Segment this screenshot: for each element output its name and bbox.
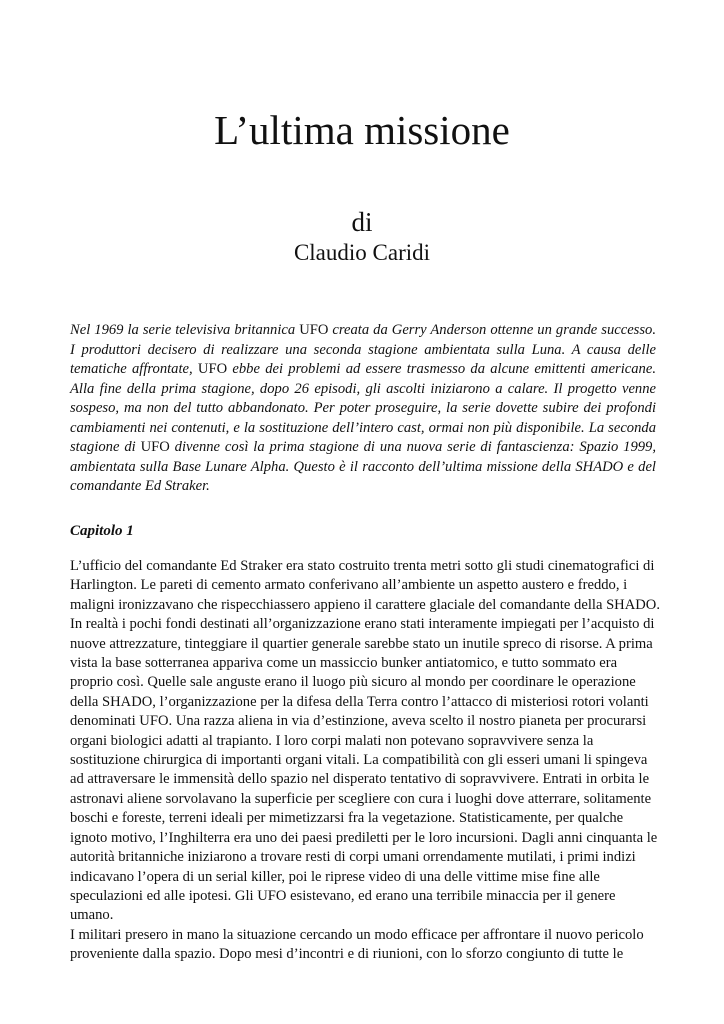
abstract-paragraph — [70, 321, 656, 497]
abstract-series-title: UFO — [197, 361, 228, 377]
abstract-text: ebbe dei problemi ad essere trasmesso da alcune emittenti americane. Alla fine della prima stagione, dopo 26 episodi, gli ascolti iniziarono a calare. Il progetto venne sospeso, ma non del tutto abbandonato. Per poter proseguire, la serie dovette subire dei profondi cambiamenti nei contenuti, e la sostituzione dell’intero cast, ormai non più disponibile. La seconda stagione di — [70, 361, 656, 455]
document-title: L’ultima missione — [214, 107, 510, 153]
author-name: Claudio Caridi — [293, 240, 431, 265]
byline: di — [351, 207, 373, 237]
abstract-text: divenne così la prima stagione di una nuova serie di fantascienza: Spazio 1999, ambientata sulla Base Lunare Alpha. Questo è il racconto dell’ultima missione della SHADO e del comandante Ed Straker. — [70, 439, 656, 494]
abstract-series-title: UFO — [299, 322, 329, 338]
body-paragraph: L’ufficio del comandante Ed Straker era stato costruito trenta metri sotto gli studi cinematografici di Harlington. Le pareti di cemento armato conferivano all’ambiente un aspetto austero e freddo, i maligni ironizzavano che rispecchiassero appieno il carattere glaciale del comandante della SHADO. In realtà i pochi fondi destinati all’organizzazione erano stati interamente impiegati per l’acquisto di nuove attrezzature, tinteggiare il quartier generale sarebbe stato un inutile spreco di risorse. A prima vista la base sotterranea appariva come un massiccio bunker antiatomico, e tutto sommato era proprio così. Quelle sale anguste erano il luogo più sicuro al mondo per coordinare le operazione della SHADO, l’organizzazione per la difesa della Terra contro l’attacco di misteriosi rotori volanti denominati UFO. Una razza aliena in via d’estinzione, aveva scelto il nostro pianeta per procurarsi organi biologici adatti al trapianto. I loro corpi malati non potevano sopravvivere senza la sostituzione chirurgica di importanti organi vitali. La compatibilità con gli esseri umani li spingeva ad attraversare le immensità dello spazio nel disperato tentativo di sopravvivere. Entrati in orbita le astronavi aliene sorvolavano la superficie per scegliere con cura i luoghi dove atterrare, solitamente boschi e foreste, terreni ideali per mimetizzarsi fra la vegetazione. Statisticamente, per qualche ignoto motivo, l’Inghilterra era uno dei paesi prediletti per le loro incursioni. Dagli anni cinquanta le autorità britanniche iniziarono a trovare resti di corpi umani orrendamente mutilati, i primi indizi indicavano l’opera di un serial killer, poi le riprese video di una delle vittime mise fine alle speculazioni ed alle ipotesi. Gli UFO esistevano, ed erano una terribile minaccia per il genere umano. — [70, 558, 660, 924]
chapter-body — [70, 557, 660, 965]
body-paragraph: I militari presero in mano la situazione cercando un modo efficace per affrontare il nuovo pericolo proveniente dalla spazio. Dopo mesi d’incontri e di riunioni, con lo sforzo congiunto di tutte le — [70, 926, 644, 963]
abstract-series-title: UFO — [140, 439, 170, 455]
abstract-text: creata da Gerry Anderson ottenne un grande successo. I produttori decisero di realizzare una seconda stagione ambientata sulla Luna. A causa delle tematiche affrontate, — [70, 322, 656, 377]
abstract-text: Nel 1969 la serie televisiva britannica — [70, 322, 300, 338]
chapter-heading: Capitolo 1 — [70, 523, 134, 539]
